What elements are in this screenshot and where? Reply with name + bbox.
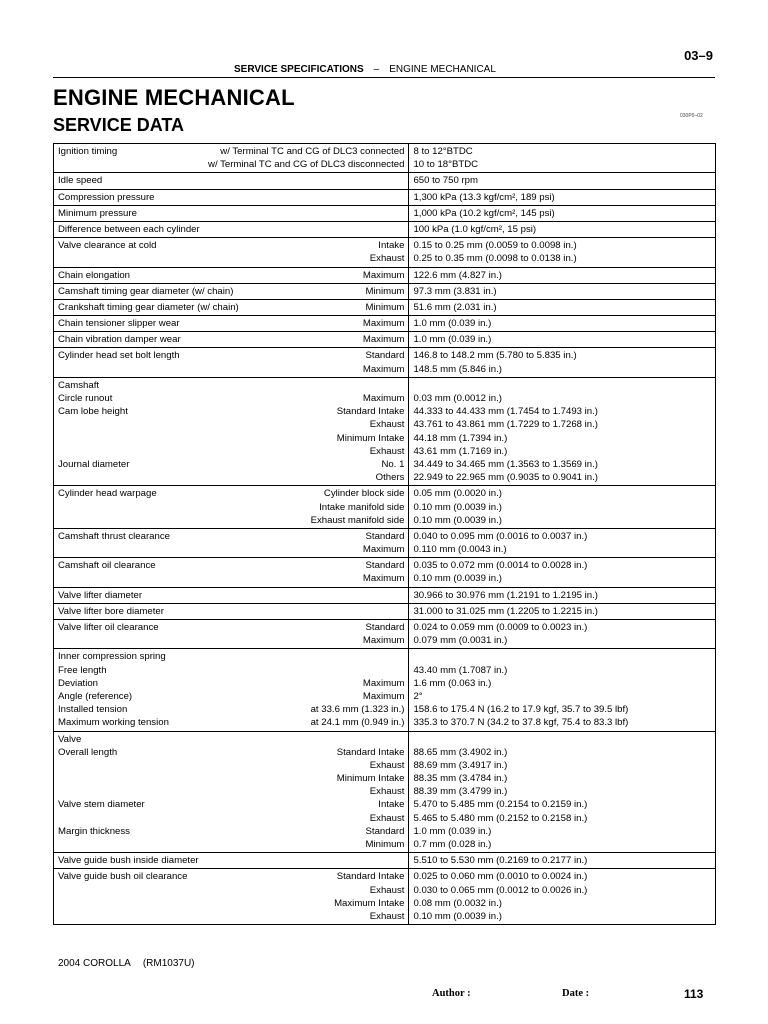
spec-item-line: [58, 158, 404, 171]
spec-item-label: Chain tensioner slipper wear: [58, 318, 180, 330]
service-data-table: [53, 143, 716, 925]
page-number: 03–9: [684, 48, 713, 63]
spec-item-condition: Intake: [378, 799, 405, 811]
spec-item-condition: Maximum: [362, 363, 405, 375]
spec-item-cell: [54, 731, 409, 853]
spec-item-condition: Maximum: [362, 334, 405, 346]
spec-item-condition: Maximum: [362, 573, 405, 585]
spec-value: 51.6 mm (2.031 in.): [413, 301, 497, 313]
spec-item-line: [58, 514, 404, 527]
spec-item-condition: Exhaust: [369, 910, 405, 922]
spec-value-cell: [409, 348, 716, 377]
spec-item-label: Chain elongation: [58, 269, 131, 281]
spec-item-condition: Exhaust: [369, 253, 405, 265]
spec-value: [413, 379, 711, 392]
spec-row: [54, 283, 716, 299]
spec-value-cell: [409, 267, 716, 283]
spec-row: [54, 731, 716, 853]
spec-value-cell: [409, 528, 716, 557]
spec-item-condition: Maximum: [362, 544, 405, 556]
spec-item-condition: Minimum Intake: [336, 773, 405, 785]
spec-value: 0.040 to 0.095 mm (0.0016 to 0.0037 in.): [413, 530, 588, 542]
spec-value-cell: [409, 189, 716, 205]
running-header-chapter: ENGINE MECHANICAL: [389, 64, 496, 75]
document-code: 030P0–02: [680, 113, 703, 119]
spec-value-cell: [409, 221, 716, 237]
spec-item-line: [58, 405, 404, 418]
spec-item-line: [58, 910, 404, 923]
spec-value-cell: [409, 377, 716, 486]
spec-item-label: Valve lifter bore diameter: [58, 605, 164, 617]
spec-item-label: Cylinder head set bolt length: [58, 350, 180, 362]
spec-value: 0.030 to 0.065 mm (0.0012 to 0.0026 in.): [413, 884, 588, 896]
spec-value: 88.39 mm (3.4799 in.): [413, 786, 508, 798]
spec-item-condition: Others: [375, 472, 405, 484]
spec-value: 5.465 to 5.480 mm (0.2152 to 0.2158 in.): [413, 812, 588, 824]
spec-item-cell: [54, 528, 409, 557]
spec-value: 5.510 to 5.530 mm (0.2169 to 0.2177 in.): [413, 855, 588, 867]
spec-value: 335.3 to 370.7 N (34.2 to 37.8 kgf, 75.4 to 83.3 lbf): [413, 717, 629, 729]
spec-value: 43.40 mm (1.7087 in.): [413, 664, 508, 676]
spec-row: [54, 603, 716, 619]
spec-item-line: [58, 174, 404, 187]
spec-value: 1.6 mm (0.063 in.): [413, 677, 492, 689]
spec-row: [54, 189, 716, 205]
spec-item-line: [58, 471, 404, 484]
spec-item-cell: [54, 299, 409, 315]
spec-item-label: Crankshaft timing gear diameter (w/ chain): [58, 301, 239, 313]
spec-item-label: Camshaft thrust clearance: [58, 530, 170, 542]
spec-item-line: [58, 239, 404, 252]
spec-item-label: Cylinder head warpage: [58, 488, 157, 500]
spec-value: 0.110 mm (0.0043 in.): [413, 544, 507, 556]
spec-item-label: Difference between each cylinder: [58, 223, 200, 235]
spec-item-line: [58, 825, 404, 838]
spec-item-condition: No. 1: [381, 458, 405, 470]
spec-item-label: Compression pressure: [58, 191, 155, 203]
spec-value-cell: [409, 620, 716, 649]
spec-value: 44.18 mm (1.7394 in.): [413, 432, 508, 444]
spec-item-condition: at 33.6 mm (1.323 in.): [310, 704, 405, 716]
spec-value: 146.8 to 148.2 mm (5.780 to 5.835 in.): [413, 350, 577, 362]
spec-value-cell: [409, 869, 716, 925]
spec-item-line: [58, 605, 404, 618]
spec-row: [54, 144, 716, 173]
spec-item-line: [58, 838, 404, 851]
spec-item-condition: w/ Terminal TC and CG of DLC3 disconnected: [208, 159, 405, 171]
spec-item-line: [58, 746, 404, 759]
spec-row: [54, 267, 716, 283]
spec-item-line: [58, 716, 404, 729]
spec-item-cell: [54, 332, 409, 348]
spec-item-condition: w/ Terminal TC and CG of DLC3 connected: [220, 146, 405, 157]
spec-item-cell: [54, 649, 409, 731]
spec-item-line: [58, 501, 404, 514]
spec-item-condition: Standard: [365, 530, 405, 542]
page-title: ENGINE MECHANICAL: [53, 85, 295, 110]
spec-item-line: [58, 559, 404, 572]
spec-item-label: Deviation: [58, 677, 98, 689]
spec-item-line: [58, 772, 404, 785]
spec-item-condition: Exhaust: [369, 445, 405, 457]
running-header-dash: –: [373, 64, 380, 75]
footer-manual-code: (RM1037U): [142, 958, 195, 969]
spec-item-line: [58, 333, 404, 346]
spec-value: 0.05 mm (0.0020 in.): [413, 488, 502, 500]
spec-item-condition: Maximum Intake: [334, 897, 405, 909]
running-header: [234, 64, 496, 75]
spec-item-line: [58, 690, 404, 703]
spec-value: 0.024 to 0.059 mm (0.0009 to 0.0023 in.): [413, 622, 588, 633]
spec-item-label: Camshaft timing gear diameter (w/ chain): [58, 285, 234, 297]
spec-value: 8 to 12°BTDC: [413, 146, 473, 157]
spec-value: 97.3 mm (3.831 in.): [413, 285, 497, 297]
spec-item-label: Minimum pressure: [58, 207, 137, 219]
spec-value: 0.079 mm (0.0031 in.): [413, 635, 508, 647]
spec-row: [54, 348, 716, 377]
spec-value-cell: [409, 205, 716, 221]
spec-value: 88.69 mm (3.4917 in.): [413, 759, 508, 771]
spec-item-label: Valve: [58, 733, 82, 745]
spec-item-label: Idle speed: [58, 175, 103, 187]
spec-item-condition: Maximum: [362, 677, 405, 689]
spec-item-line: [58, 621, 404, 634]
spec-item-line: [58, 812, 404, 825]
spec-item-line: [58, 458, 404, 471]
spec-value: 0.035 to 0.072 mm (0.0014 to 0.0028 in.): [413, 560, 588, 572]
spec-value: 1.0 mm (0.039 in.): [413, 825, 492, 837]
spec-item-label: Valve lifter oil clearance: [58, 622, 159, 633]
spec-item-label: Ignition timing: [58, 146, 118, 157]
spec-item-line: [58, 677, 404, 690]
spec-item-line: [58, 269, 404, 282]
spec-item-condition: Standard: [365, 350, 405, 362]
spec-value: 1.0 mm (0.039 in.): [413, 334, 492, 346]
spec-item-cell: [54, 587, 409, 603]
spec-value: 0.10 mm (0.0039 in.): [413, 514, 502, 526]
spec-item-cell: [54, 221, 409, 237]
spec-item-cell: [54, 316, 409, 332]
spec-row: [54, 486, 716, 529]
spec-item-label: Valve lifter diameter: [58, 589, 143, 601]
spec-item-condition: Maximum: [362, 318, 405, 330]
spec-item-label: Cam lobe height: [58, 406, 128, 418]
spec-item-label: Free length: [58, 664, 107, 676]
running-header-section: SERVICE SPECIFICATIONS: [234, 64, 364, 75]
spec-value-cell: [409, 649, 716, 731]
spec-item-condition: Standard: [365, 560, 405, 572]
spec-row: [54, 221, 716, 237]
spec-row: [54, 869, 716, 925]
spec-value: 158.6 to 175.4 N (16.2 to 17.9 kgf, 35.7 to 39.5 lbf): [413, 704, 629, 716]
spec-item-line: [58, 285, 404, 298]
spec-value-cell: [409, 332, 716, 348]
spec-row: [54, 853, 716, 869]
spec-row: [54, 587, 716, 603]
spec-item-line: [58, 432, 404, 445]
spec-value: 1.0 mm (0.039 in.): [413, 318, 492, 330]
spec-value: 43.61 mm (1.7169 in.): [413, 445, 508, 457]
spec-value: [413, 733, 711, 746]
service-data-table-body: [54, 144, 716, 925]
spec-item-line: [58, 223, 404, 236]
spec-item-line: [58, 379, 404, 392]
spec-row: [54, 649, 716, 731]
spec-item-line: [58, 349, 404, 362]
spec-item-condition: Maximum: [362, 690, 405, 702]
spec-value-cell: [409, 283, 716, 299]
spec-value: 30.966 to 30.976 mm (1.2191 to 1.2195 in.): [413, 589, 598, 601]
spec-item-line: [58, 572, 404, 585]
spec-item-cell: [54, 189, 409, 205]
spec-value: 43.761 to 43.861 mm (1.7229 to 1.7268 in.): [413, 419, 598, 431]
page-subtitle: SERVICE DATA: [53, 115, 185, 135]
spec-item-condition: Exhaust manifold side: [310, 514, 405, 526]
spec-item-condition: Exhaust: [369, 786, 405, 798]
spec-row: [54, 377, 716, 486]
spec-item-label: Valve guide bush oil clearance: [58, 871, 188, 883]
spec-item-label: Angle (reference): [58, 690, 133, 702]
spec-value: 2°: [413, 690, 423, 702]
spec-item-line: [58, 798, 404, 811]
spec-value: 88.35 mm (3.4784 in.): [413, 773, 508, 785]
spec-item-cell: [54, 283, 409, 299]
spec-item-line: [58, 530, 404, 543]
spec-item-line: [58, 589, 404, 602]
spec-value-cell: [409, 853, 716, 869]
spec-item-label: Chain vibration damper wear: [58, 334, 181, 346]
spec-item-line: [58, 785, 404, 798]
spec-row: [54, 316, 716, 332]
spec-row: [54, 205, 716, 221]
spec-value: 122.6 mm (4.827 in.): [413, 269, 502, 281]
spec-item-label: Installed tension: [58, 704, 128, 716]
spec-value: 0.03 mm (0.0012 in.): [413, 393, 502, 404]
spec-value: 88.65 mm (3.4902 in.): [413, 746, 508, 758]
spec-item-label: Valve stem diameter: [58, 799, 145, 811]
spec-item-label: Circle runout: [58, 393, 113, 404]
spec-value-cell: [409, 316, 716, 332]
spec-item-line: [58, 207, 404, 220]
spec-item-label: Margin thickness: [58, 825, 130, 837]
spec-item-label: Valve guide bush inside diameter: [58, 855, 199, 867]
spec-item-condition: Intake: [378, 240, 405, 252]
spec-value-cell: [409, 558, 716, 587]
spec-value-cell: [409, 173, 716, 189]
spec-value: 0.08 mm (0.0032 in.): [413, 897, 502, 909]
spec-item-line: [58, 252, 404, 265]
spec-item-line: [58, 317, 404, 330]
spec-item-label: Inner compression spring: [58, 651, 166, 663]
spec-value: 1,300 kPa (13.3 kgf/cm², 189 psi): [413, 191, 555, 203]
spec-item-line: [58, 870, 404, 883]
spec-item-line: [58, 543, 404, 556]
spec-item-cell: [54, 869, 409, 925]
spec-value: 0.25 to 0.35 mm (0.0098 to 0.0138 in.): [413, 253, 577, 265]
spec-value: 100 kPa (1.0 kgf/cm², 15 psi): [413, 223, 537, 235]
spec-value-cell: [409, 238, 716, 267]
spec-value: 44.333 to 44.433 mm (1.7454 to 1.7493 in.): [413, 406, 598, 418]
spec-value: 0.15 to 0.25 mm (0.0059 to 0.0098 in.): [413, 240, 577, 252]
spec-item-condition: Maximum: [362, 393, 405, 404]
spec-item-line: [58, 191, 404, 204]
spec-item-cell: [54, 267, 409, 283]
spec-item-condition: Minimum: [365, 839, 405, 850]
spec-item-cell: [54, 377, 409, 486]
spec-value: 5.470 to 5.485 mm (0.2154 to 0.2159 in.): [413, 799, 588, 811]
spec-item-cell: [54, 348, 409, 377]
spec-value: 1,000 kPa (10.2 kgf/cm², 145 psi): [413, 207, 555, 219]
spec-item-condition: Standard Intake: [336, 871, 405, 883]
spec-value: 10 to 18°BTDC: [413, 159, 479, 171]
spec-item-condition: Exhaust: [369, 759, 405, 771]
spec-item-line: [58, 650, 404, 663]
footer-model-name: 2004 COROLLA: [58, 958, 131, 969]
spec-value-cell: [409, 731, 716, 853]
spec-item-label: Valve clearance at cold: [58, 240, 157, 252]
spec-item-cell: [54, 173, 409, 189]
spec-item-condition: Maximum: [362, 269, 405, 281]
spec-item-condition: Exhaust: [369, 419, 405, 431]
spec-row: [54, 528, 716, 557]
spec-item-label: Maximum working tension: [58, 717, 169, 729]
spec-item-condition: Cylinder block side: [323, 488, 405, 500]
spec-item-line: [58, 897, 404, 910]
spec-item-cell: [54, 205, 409, 221]
spec-value-cell: [409, 299, 716, 315]
spec-item-line: [58, 634, 404, 647]
footer-model: [58, 958, 195, 969]
spec-value-cell: [409, 603, 716, 619]
spec-item-condition: Minimum Intake: [336, 432, 405, 444]
spec-value: 34.449 to 34.465 mm (1.3563 to 1.3569 in.): [413, 458, 598, 470]
spec-item-line: [58, 703, 404, 716]
spec-item-cell: [54, 853, 409, 869]
spec-item-line: [58, 759, 404, 772]
spec-item-cell: [54, 603, 409, 619]
spec-value: 31.000 to 31.025 mm (1.2205 to 1.2215 in.): [413, 605, 598, 617]
spec-item-condition: Minimum: [365, 285, 405, 297]
spec-value: 0.025 to 0.060 mm (0.0010 to 0.0024 in.): [413, 871, 588, 883]
spec-row: [54, 238, 716, 267]
spec-item-cell: [54, 486, 409, 529]
spec-item-line: [58, 445, 404, 458]
spec-item-line: [58, 664, 404, 677]
spec-item-condition: Exhaust: [369, 884, 405, 896]
spec-item-condition: Standard: [365, 622, 405, 633]
spec-item-line: [58, 392, 404, 405]
spec-item-cell: [54, 238, 409, 267]
spec-value: 22.949 to 22.965 mm (0.9035 to 0.9041 in.): [413, 472, 598, 484]
spec-item-line: [58, 301, 404, 314]
spec-item-condition: Intake manifold side: [319, 501, 405, 513]
spec-item-cell: [54, 144, 409, 173]
spec-value: 0.10 mm (0.0039 in.): [413, 573, 502, 585]
spec-value: 0.10 mm (0.0039 in.): [413, 910, 502, 922]
spec-item-label: Camshaft: [58, 379, 100, 391]
spec-value: 0.10 mm (0.0039 in.): [413, 501, 502, 513]
spec-value-cell: [409, 587, 716, 603]
spec-item-line: [58, 418, 404, 431]
spec-item-label: Overall length: [58, 746, 118, 758]
spec-item-line: [58, 363, 404, 376]
spec-item-line: [58, 487, 404, 500]
spec-item-label: Journal diameter: [58, 458, 130, 470]
spec-row: [54, 620, 716, 649]
spec-row: [54, 332, 716, 348]
spec-value-cell: [409, 486, 716, 529]
spec-item-line: [58, 733, 404, 746]
spec-item-line: [58, 884, 404, 897]
spec-value-cell: [409, 144, 716, 173]
spec-value: 0.7 mm (0.028 in.): [413, 839, 492, 850]
spec-item-label: Camshaft oil clearance: [58, 560, 156, 572]
author-label: Author :: [432, 988, 471, 999]
spec-value: [413, 650, 711, 663]
spec-item-condition: Maximum: [362, 635, 405, 647]
date-label: Date :: [562, 988, 590, 999]
spec-item-condition: Standard Intake: [336, 746, 405, 758]
footer-page-number: 113: [684, 987, 704, 1001]
spec-value: 148.5 mm (5.846 in.): [413, 363, 502, 375]
spec-item-condition: Exhaust: [369, 812, 405, 824]
spec-row: [54, 173, 716, 189]
spec-item-condition: Minimum: [365, 301, 405, 313]
spec-item-line: [58, 854, 404, 867]
header-rule: [53, 77, 715, 78]
spec-item-line: [58, 145, 404, 158]
spec-row: [54, 299, 716, 315]
spec-item-cell: [54, 558, 409, 587]
spec-row: [54, 558, 716, 587]
spec-item-condition: Standard Intake: [336, 406, 405, 418]
spec-item-cell: [54, 620, 409, 649]
spec-value: 650 to 750 rpm: [413, 175, 478, 187]
spec-item-condition: Standard: [365, 825, 405, 837]
spec-item-condition: at 24.1 mm (0.949 in.): [310, 717, 405, 729]
